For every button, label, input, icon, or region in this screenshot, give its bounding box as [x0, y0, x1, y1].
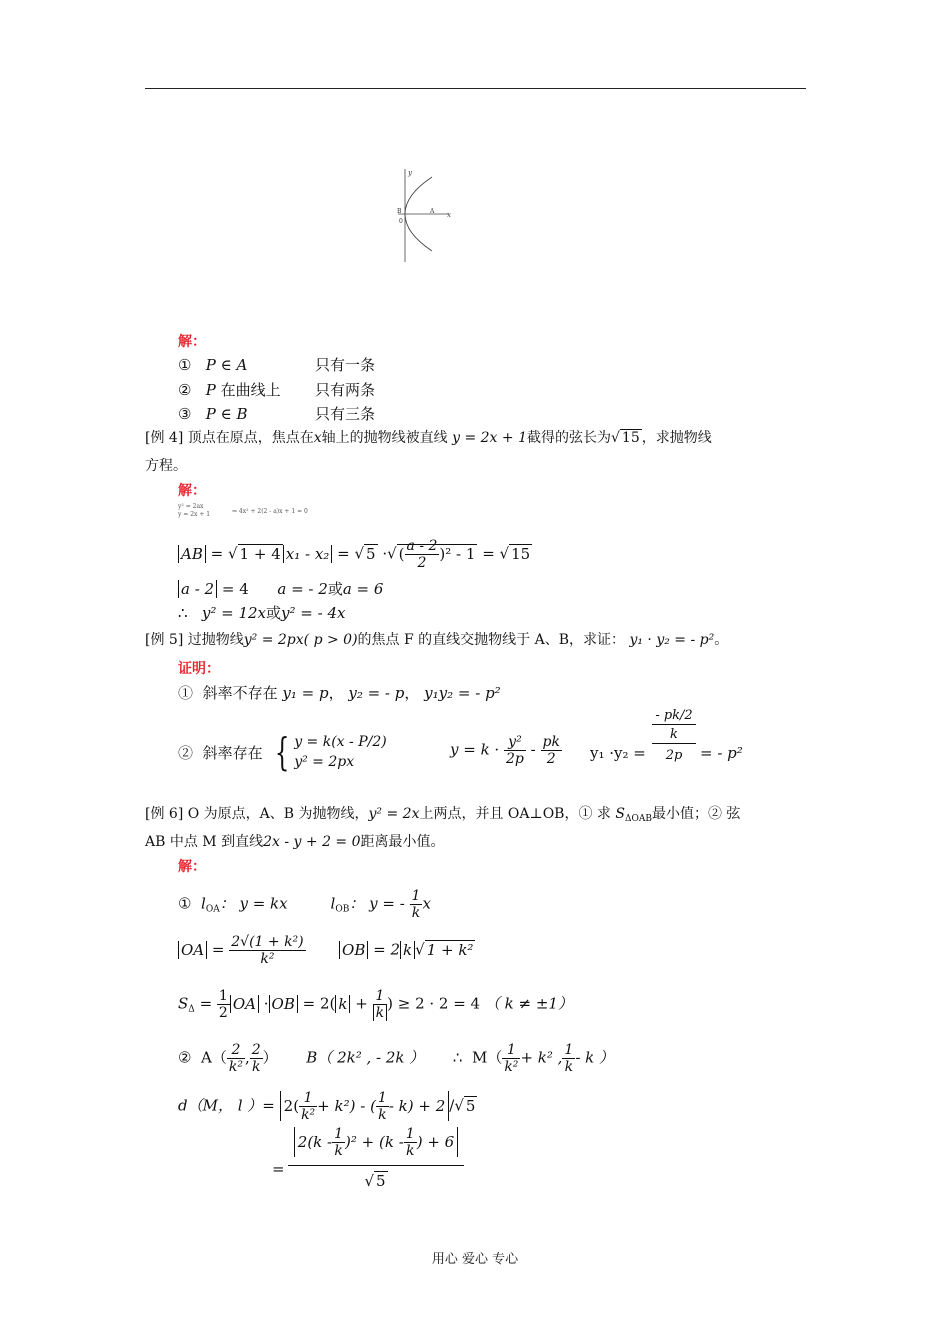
q-text: 。 [714, 632, 729, 648]
case-math: P ∈ B [205, 405, 248, 423]
a-values [178, 580, 383, 598]
page-footer: 用心 爱心 专心 [431, 1252, 519, 1267]
math: + k² , [520, 1048, 563, 1067]
q-math: x [313, 430, 322, 446]
frac-den: k² [260, 951, 275, 967]
op: = 4 [221, 580, 249, 598]
frac-den: k [373, 1005, 387, 1021]
op: - [530, 740, 536, 759]
frac-num: 1 [299, 1090, 317, 1107]
parabola-figure [380, 165, 460, 265]
math: l [201, 894, 206, 913]
op: + [355, 994, 368, 1013]
frac-den: 2 [218, 1005, 228, 1021]
radicand: 5 [376, 1172, 386, 1190]
math: S [178, 994, 189, 1013]
figure-label-A: A [430, 208, 435, 215]
frac-num: 1 [373, 988, 387, 1005]
therefore: ∴ [178, 604, 188, 622]
frac-num: 1 [377, 1090, 387, 1106]
solution-label-4: 解： [178, 483, 206, 499]
frac-den: 2 [417, 555, 427, 571]
q-text: 顶点在原点，焦点在 [187, 430, 314, 446]
op: = [337, 544, 355, 563]
q-math: y² = 2x [368, 806, 420, 822]
sys-line: y = 2x + 1 [178, 511, 211, 518]
condition: （ k ≠ ±1） [484, 994, 573, 1013]
frac-den: k² [504, 1059, 519, 1075]
case-mark: ② [178, 1048, 192, 1067]
oa-ob-lengths: OA = $\frac{\text{2√(1 + k²)}}{\text{k²}}$ OB = 2 k √ 1 + k² [178, 934, 475, 967]
figure-label-B: B [397, 208, 402, 215]
q-text: 最小值；② 弦 [651, 806, 741, 822]
radicand: 1 + k² [426, 940, 474, 959]
q-text: O 为原点，A、B 为抛物线， [187, 806, 369, 822]
proof-complex-frac [652, 708, 696, 764]
frac-den: k [411, 905, 421, 921]
tail: )² - 1 [439, 544, 476, 563]
op: · [263, 994, 269, 1013]
frac-num: 1 [411, 888, 421, 904]
math: x [422, 894, 431, 913]
math: a = - 2 [277, 580, 328, 598]
example-6-question [145, 805, 740, 823]
proof-product-rhs: = - p² [700, 744, 743, 762]
case-3 [178, 405, 248, 423]
frac-num: 1 [334, 1126, 344, 1142]
sys-line: y² = 2ax [178, 503, 204, 510]
q-text: ，求抛物线 [641, 430, 712, 446]
proof-case-1: ① 斜率不存在 y₁ = p， y₂ = - p， y₁y₂ = - p² [178, 684, 501, 702]
frac-num: pk [542, 734, 560, 750]
radicand: 15 [511, 544, 531, 563]
math: )² + (k - [345, 1132, 404, 1151]
q-text: 的焦点 F 的直线交抛物线于 A、B，求证： [357, 632, 625, 648]
q-text: 截得的弦长为 [526, 430, 611, 446]
q-text: 距离最小值。 [360, 834, 445, 850]
case-mark: ② [178, 381, 192, 399]
op: / [449, 1096, 455, 1115]
op: ） [262, 1048, 278, 1067]
chord-length-eq: AB = √ 1 + 4 x₁ - x₂ = √ 5 ·√ ( $\frac{a - 2}{2}$ )² - 1 = √ 15 [178, 538, 532, 571]
q-math: y₁ · y₂ = - p² [629, 632, 715, 648]
system-result: ⇒ 4x² + 2(2 - a)x + 1 = 0 [232, 508, 308, 515]
area-inequality [178, 988, 573, 1021]
case-mark: ① [178, 684, 194, 702]
figure-label-x: x [447, 211, 451, 219]
math: y₁y₂ = - p² [424, 684, 501, 702]
distance-eq-2-sign: = [272, 1160, 285, 1178]
radicand: 1 + 4 [239, 544, 281, 563]
example-5-question [145, 631, 728, 649]
proof-system [270, 732, 387, 772]
brace: { [274, 730, 290, 774]
frac-den: k [334, 1143, 343, 1159]
distance-eq-2 [288, 1126, 464, 1190]
frac-den: k [251, 1059, 261, 1075]
figure-label-y: y [408, 169, 412, 177]
solution-label-1: 解： [178, 334, 206, 350]
op: ) ≥ 2 · 2 = 4 [387, 994, 481, 1013]
case-mark: ② [178, 744, 194, 762]
case-math: P ∈ A [205, 356, 248, 374]
case-math: P [205, 381, 216, 399]
frac-num: 2√(1 + k²) [231, 934, 304, 950]
text: 或 [266, 604, 282, 622]
math: y² = - 4x [281, 604, 346, 622]
point-m: M（ [471, 1048, 503, 1067]
math: y² = 12x [201, 604, 266, 622]
math: 2(k - [297, 1132, 333, 1151]
abs: k [335, 995, 350, 1013]
q-math: y² = 2px( p > 0) [243, 632, 358, 648]
math: ： y = - [349, 894, 405, 913]
example-tag: [例 5] [145, 632, 184, 648]
frac-den: 2p [506, 751, 524, 767]
frac-num: y² [504, 734, 526, 751]
frac-num: 2 [227, 1042, 245, 1059]
abs-expr [280, 1091, 450, 1121]
math: ) + 6 [416, 1132, 455, 1151]
cf-bot: 2p [665, 748, 683, 763]
abs: OA [230, 995, 259, 1013]
math: y = k · [450, 740, 500, 759]
math: y₁ = p [282, 684, 329, 702]
proof-label: 证明： [178, 661, 220, 677]
math: d（M， l ）= [178, 1096, 275, 1115]
abs: OB [339, 941, 368, 959]
math: a = 6 [342, 580, 384, 598]
abs: k [400, 941, 415, 959]
parabola-result [178, 604, 345, 622]
math: y₂ = - p [348, 684, 405, 702]
example-4-question: [例 4] 顶点在原点，焦点在x轴上的抛物线被直线 y = 2x + 1截得的弦长为√ 15 ，求抛物线 [145, 430, 712, 446]
sub: OA [205, 904, 220, 915]
example-tag: [例 4] [145, 430, 184, 446]
sys-line: y = k(x - P/2) [294, 734, 387, 750]
frac-den: k [406, 1143, 415, 1159]
example-4-question-cont: 方程。 [145, 458, 187, 474]
op: , [244, 1048, 250, 1067]
cf-top: - pk/2 [652, 708, 696, 725]
dist-num [288, 1126, 464, 1166]
case-mark: ① [178, 894, 192, 913]
radicand: 5 [366, 544, 376, 563]
frac-num: 1 [218, 988, 228, 1004]
frac-num: 1 [405, 1126, 415, 1142]
q-text: 过抛物线 [187, 632, 244, 648]
radicand: 5 [465, 1096, 476, 1115]
case-2-text: 只有两条 [315, 381, 376, 399]
math: + k²) - ( [317, 1096, 376, 1115]
case-1-text: 只有一条 [315, 356, 376, 374]
frac-den: k² [228, 1059, 243, 1075]
proof-case-2-label [178, 744, 263, 762]
op: = [210, 544, 228, 563]
system-eq [178, 503, 210, 519]
frac-num: 2 [251, 1042, 261, 1058]
point-a: A（ [201, 1048, 227, 1067]
q-sub: ΔOAB [624, 814, 652, 824]
q-math: 15 [621, 430, 640, 446]
q-text: AB 中点 M 到直线 [145, 834, 264, 850]
sub: OB [335, 904, 350, 915]
q-math: 2x - y + 2 = 0 [263, 834, 361, 850]
distance-eq: d（M， l ）= 2( $\frac{1}{\text{k²}}$ + k²) - ( $\frac{1}{k}$ - k) + 2 /√ 5 [178, 1090, 476, 1123]
math: ： y = kx [219, 894, 288, 913]
abs: a - 2 [178, 580, 217, 598]
q-math: y = 2x + 1 [452, 430, 527, 446]
proof-product-lhs: y₁ ·y₂ = [590, 744, 646, 762]
math: l [330, 894, 336, 913]
frac-den: k [564, 1059, 574, 1075]
case-1 [178, 356, 247, 374]
therefore: ∴ [452, 1048, 463, 1067]
math: - k ） [575, 1048, 615, 1067]
frac-num: a - 2 [406, 538, 438, 554]
math: = 2 [373, 940, 401, 959]
q-text: 轴上的抛物线被直线 [321, 430, 448, 446]
op: = [199, 994, 213, 1013]
case-3-text: 只有三条 [315, 405, 376, 423]
proof-y-expr [450, 734, 562, 767]
frac-num: 1 [564, 1042, 574, 1058]
point-b: B（ 2k² , - 2k ） [306, 1048, 425, 1067]
abs-x: x₁ - x₂ [283, 545, 333, 563]
points-abm [178, 1042, 614, 1075]
abs-ab: AB [178, 545, 206, 563]
sub: Δ [188, 1004, 195, 1015]
case-mark: ③ [178, 405, 192, 423]
math: - k) + 2 [388, 1096, 446, 1115]
frac-den: 2 [546, 751, 556, 767]
abs: OB [269, 995, 298, 1013]
cf-mid: k [652, 725, 696, 744]
text: 或 [327, 580, 343, 598]
op: = [482, 544, 500, 563]
example-tag: [例 6] [145, 806, 184, 822]
frac-den: k² [301, 1107, 316, 1123]
line-oa-ob [178, 888, 431, 921]
case-text: 斜率存在 [202, 744, 263, 762]
math: 2( [283, 1096, 300, 1115]
figure-label-O: 0 [399, 218, 403, 225]
solution-label-6: 解： [178, 859, 206, 875]
op: = 2( [302, 994, 336, 1013]
example-6-question-cont [145, 833, 445, 851]
abs: OA [178, 941, 207, 959]
header-rule [145, 88, 806, 89]
q-math: S [615, 806, 625, 822]
sys-line: y² = 2px [294, 754, 355, 770]
frac-num: 1 [502, 1042, 520, 1059]
q-text: 上两点，并且 OA⊥OB，① 求 [419, 806, 611, 822]
case-mark: ① [178, 356, 192, 374]
frac-den: k [378, 1107, 387, 1123]
case-text: 斜率不存在 [202, 684, 278, 702]
case-mid: 在曲线上 [220, 381, 281, 399]
case-2 [178, 381, 281, 399]
dist-den: √ 5 [364, 1172, 386, 1190]
